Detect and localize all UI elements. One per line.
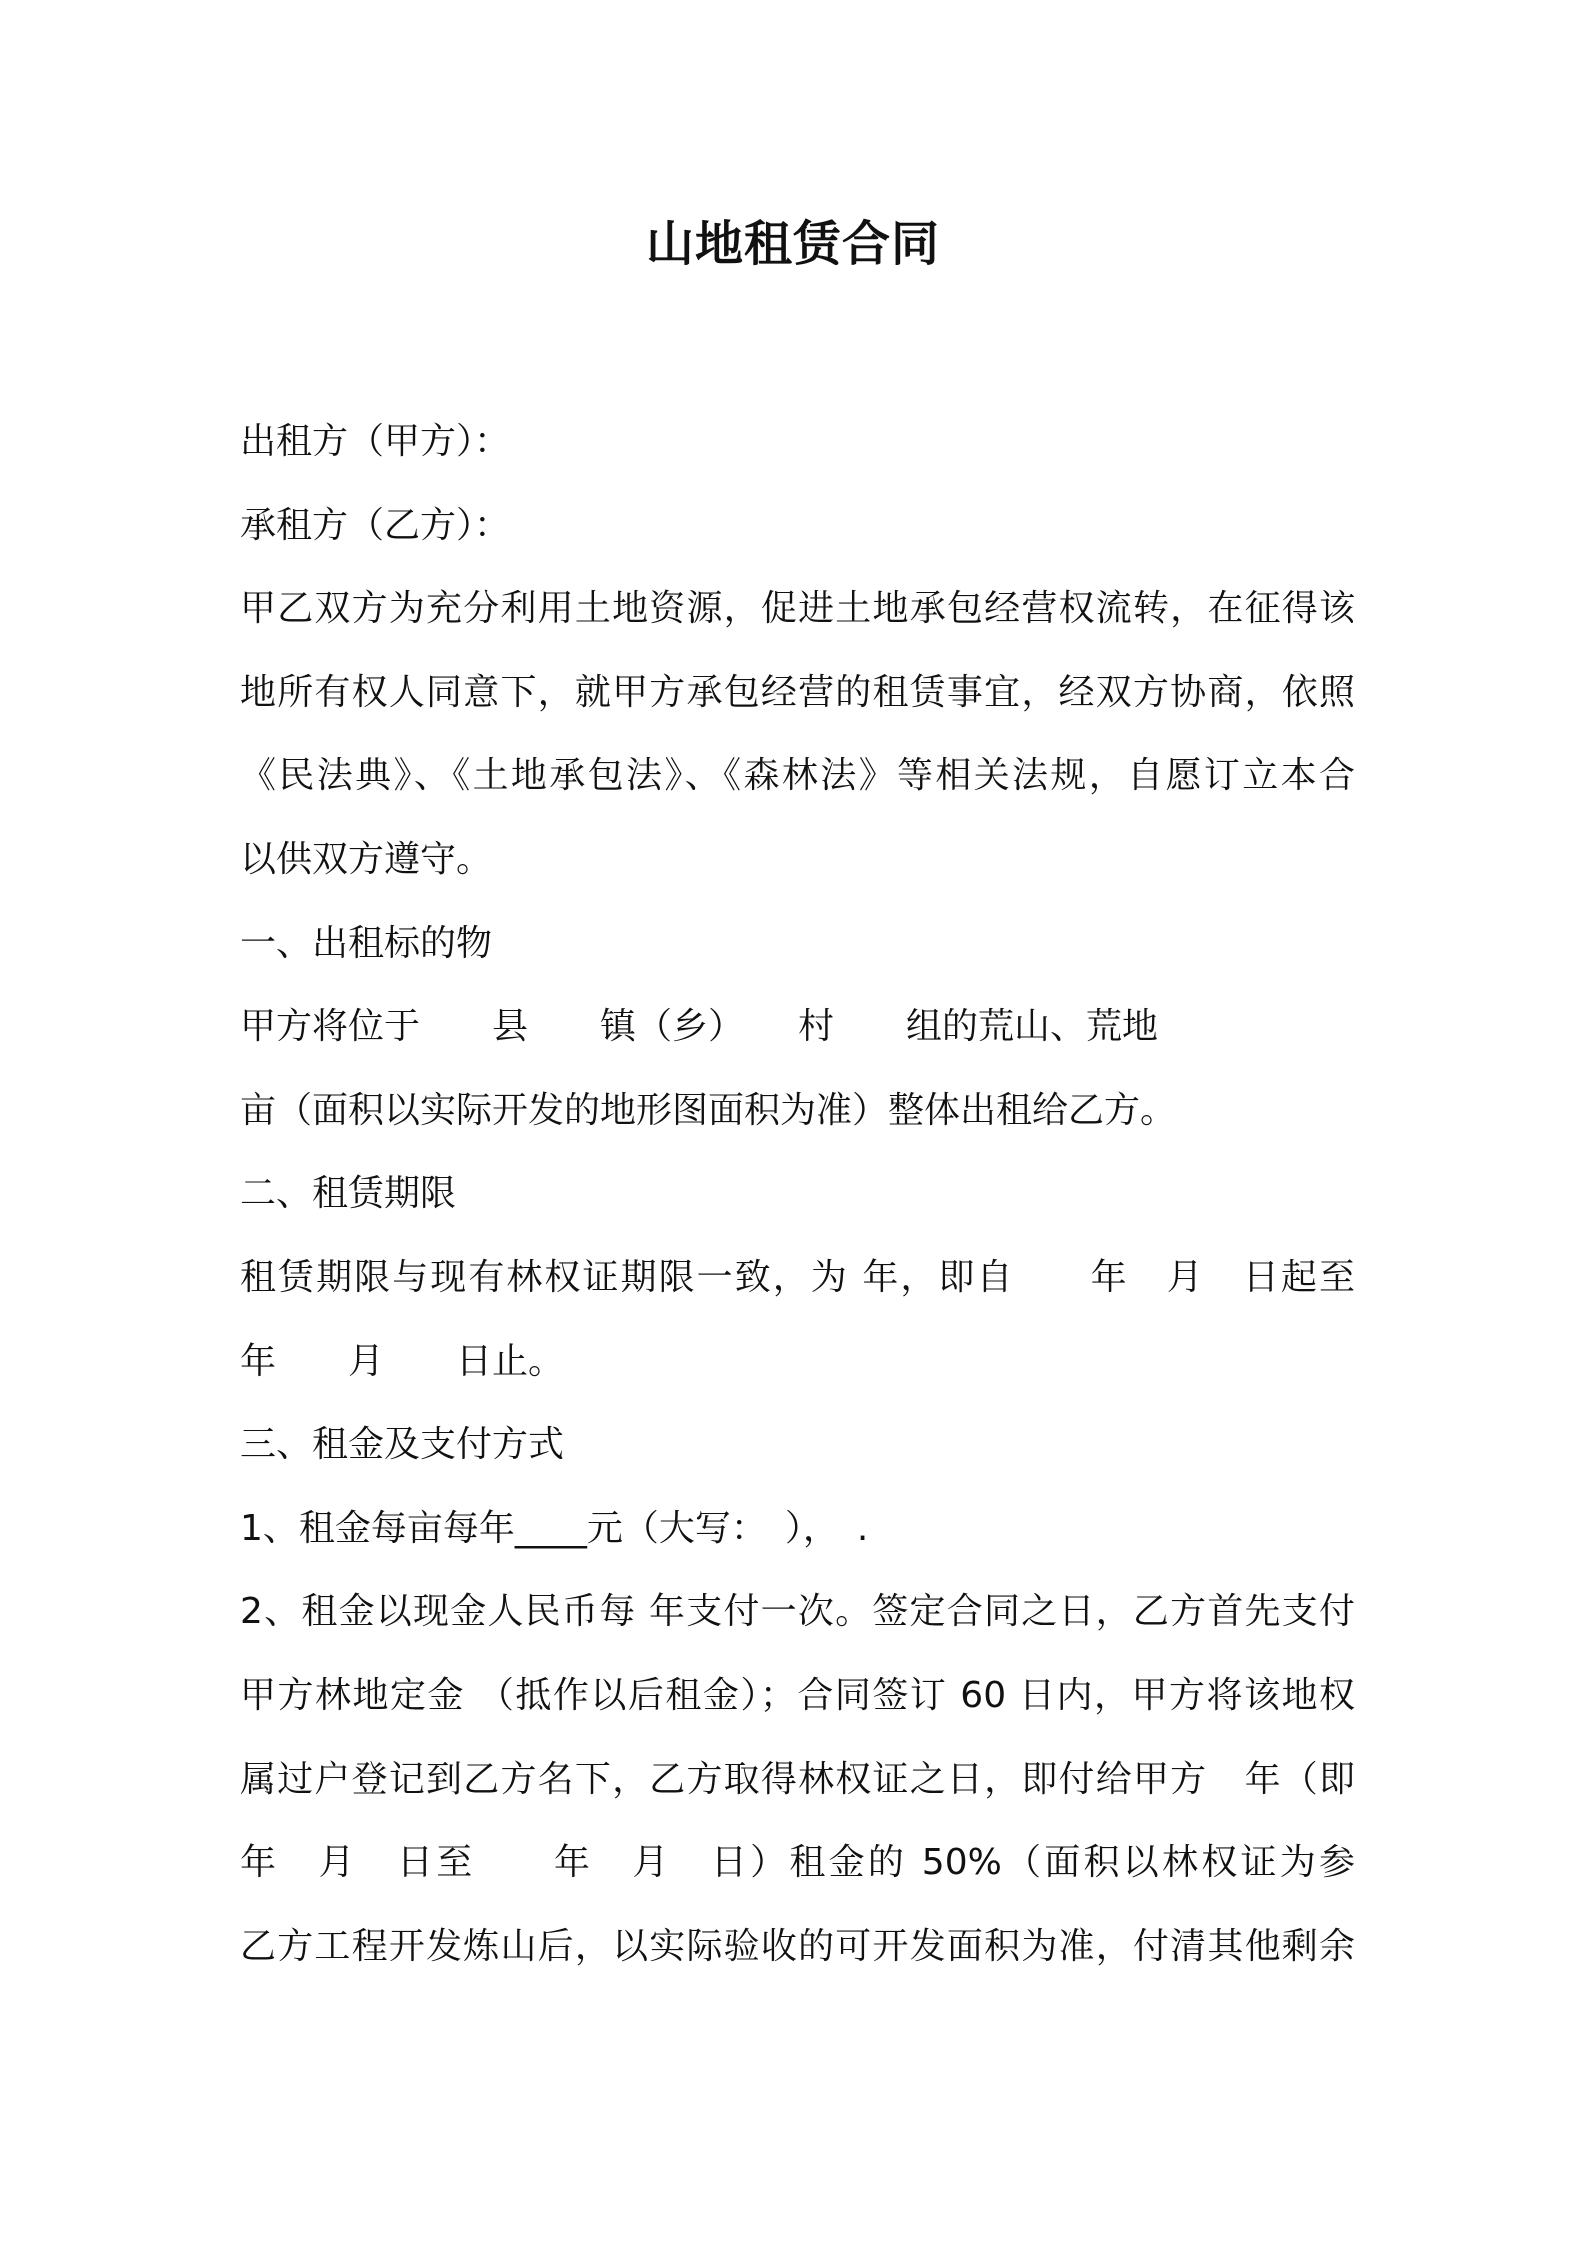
section-1-line-2: 亩（面积以实际开发的地形图面积为准）整体出租给乙方。 [240,1089,1177,1131]
preamble-line-4: 以供双方遵守。 [240,838,493,880]
section-heading-2: 二、租赁期限 [240,1173,457,1215]
section-3-item-2-line-5: 乙方工程开发炼山后，以实际验收的可开发面积为准，付清其他剩余 [240,1925,1355,1967]
section-heading-1: 一、出租标的物 [240,922,493,964]
section-3-item-2-line-1: 2、租金以现金人民币每 年支付一次。签定合同之日，乙方首先支付 [240,1591,1355,1633]
section-1-line-1: 甲方将位于 县 镇（乡） 村 组的荒山、荒地 [240,1006,1159,1048]
preamble-line-3: 《民法典》、《土地承包法》、《森林法》等相关法规，自愿订立本合 [240,755,1355,797]
section-3-item-2-line-3: 属过户登记到乙方名下，乙方取得林权证之日，即付给甲方 年（即 [240,1758,1355,1800]
preamble-line-1: 甲乙双方为充分利用土地资源，促进土地承包经营权流转，在征得该 [240,588,1355,630]
preamble-line-2: 地所有权人同意下，就甲方承包经营的租赁事宜，经双方协商，依照 [240,671,1355,713]
section-3-item-2-line-2: 甲方林地定金 （抵作以后租金）；合同签订 60 日内，甲方将该地权 [240,1674,1355,1716]
contract-body [240,400,1355,1988]
lessor-line: 出租方（甲方）： [240,421,511,462]
section-3-item-1: 1、租金每亩每年____元（大写： ）， . [240,1507,869,1549]
section-heading-3: 三、租金及支付方式 [240,1424,565,1466]
section-2-line-1: 租赁期限与现有林权证期限一致，为 年，即自 年 月 日起至 [240,1256,1355,1298]
section-3-item-2-line-4: 年 月 日至 年 月 日）租金的 50%（面积以林权证为参 [240,1842,1355,1884]
page-title: 山地租赁合同 [645,216,940,272]
section-2-line-2: 年 月 日止。 [240,1340,565,1382]
lessee-line: 承租方（乙方）： [240,504,511,546]
